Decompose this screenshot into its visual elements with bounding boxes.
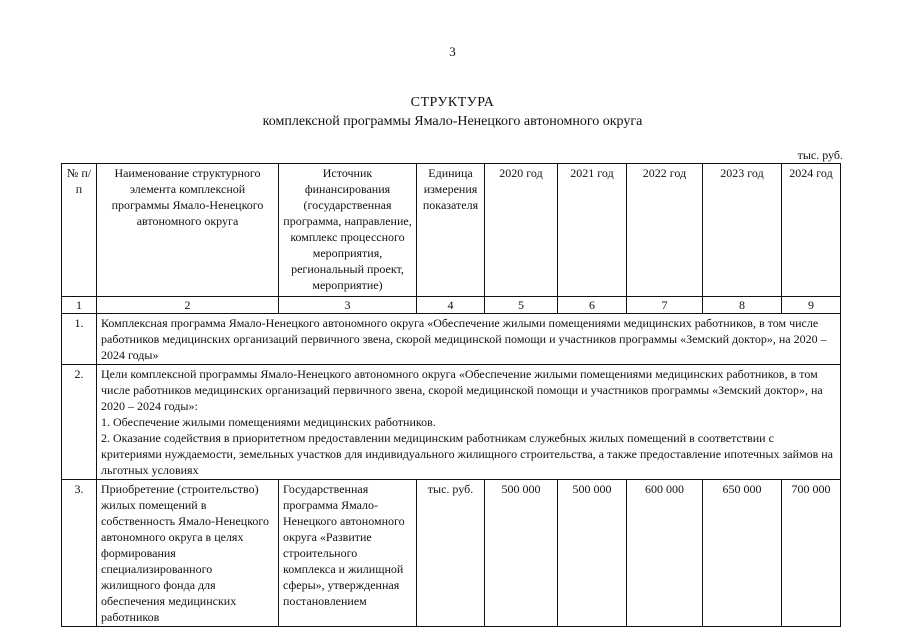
- value-2021: 500 000: [558, 480, 627, 627]
- header-unit: Единица измерения показателя: [417, 164, 485, 297]
- funding-source-cell: Государственная программа Ямало-Ненецкого автономного округа «Развитие строительного комплекса и жилищной сферы», утвержденная постановлением: [279, 480, 417, 627]
- unit-cell: тыс. руб.: [417, 480, 485, 627]
- header-2020: 2020 год: [485, 164, 558, 297]
- column-number: 5: [485, 297, 558, 314]
- page-number: 3: [449, 44, 456, 59]
- value-2024: 700 000: [782, 480, 841, 627]
- table-row: [62, 480, 841, 627]
- goals-intro: Цели комплексной программы Ямало-Ненецкого автономного округа «Обеспечение жилыми помещениями медицинских работников, в том числе работников медицинских организаций первичного звена, скорой медицинской помощи и участников программы «Земский доктор», на 2020 – 2024 годы»:: [101, 367, 823, 413]
- column-number-row: [62, 297, 841, 314]
- goal-item: 1. Обеспечение жилыми помещениями медицинских работников.: [101, 415, 436, 429]
- row-number: 1.: [62, 314, 97, 365]
- header-row: [62, 164, 841, 297]
- program-title-cell: Комплексная программа Ямало-Ненецкого автономного округа «Обеспечение жилыми помещениями медицинских работников, в том числе работников медицинских организаций первичного звена, скорой медицинской помощи и участников программы «Земский доктор», на 2020 – 2024 годы»: [97, 314, 841, 365]
- column-number: 3: [279, 297, 417, 314]
- program-goals-cell: [97, 365, 841, 480]
- column-number: 7: [627, 297, 703, 314]
- value-2020: 500 000: [485, 480, 558, 627]
- value-2022: 600 000: [627, 480, 703, 627]
- header-num: № п/п: [62, 164, 97, 297]
- column-number: 2: [97, 297, 279, 314]
- column-number: 9: [782, 297, 841, 314]
- value-2023: 650 000: [703, 480, 782, 627]
- row-number: 2.: [62, 365, 97, 480]
- header-2024: 2024 год: [782, 164, 841, 297]
- goal-item: 2. Оказание содействия в приоритетном предоставлении медицинским работникам служебных жилых помещений в соответствии с критериями нуждаемости, земельных участков для индивидуального жилищного строительства, а также предоставление ипотечных займов на льготных условиях: [101, 431, 833, 477]
- unit-label: тыс. руб.: [797, 148, 843, 162]
- structure-table: [61, 163, 841, 627]
- column-number: 4: [417, 297, 485, 314]
- document-subtitle: комплексной программы Ямало-Ненецкого автономного округа: [262, 114, 643, 129]
- row-number: 3.: [62, 480, 97, 627]
- structural-element-cell: Приобретение (строительство) жилых помещений в собственность Ямало-Ненецкого автономного округа в целях формирования специализированного жилищного фонда для обеспечения медицинских работников: [97, 480, 279, 627]
- table-row: [62, 365, 841, 480]
- column-number: 8: [703, 297, 782, 314]
- header-element: Наименование структурного элемента комплексной программы Ямало-Ненецкого автономного округа: [97, 164, 279, 297]
- header-2022: 2022 год: [627, 164, 703, 297]
- column-number: 1: [62, 297, 97, 314]
- header-2021: 2021 год: [558, 164, 627, 297]
- column-number: 6: [558, 297, 627, 314]
- document-title: СТРУКТУРА: [410, 95, 495, 110]
- header-source: Источник финансирования (государственная программа, направление, комплекс процессного мероприятия, региональный проект, мероприятие): [279, 164, 417, 297]
- header-2023: 2023 год: [703, 164, 782, 297]
- table-row: [62, 314, 841, 365]
